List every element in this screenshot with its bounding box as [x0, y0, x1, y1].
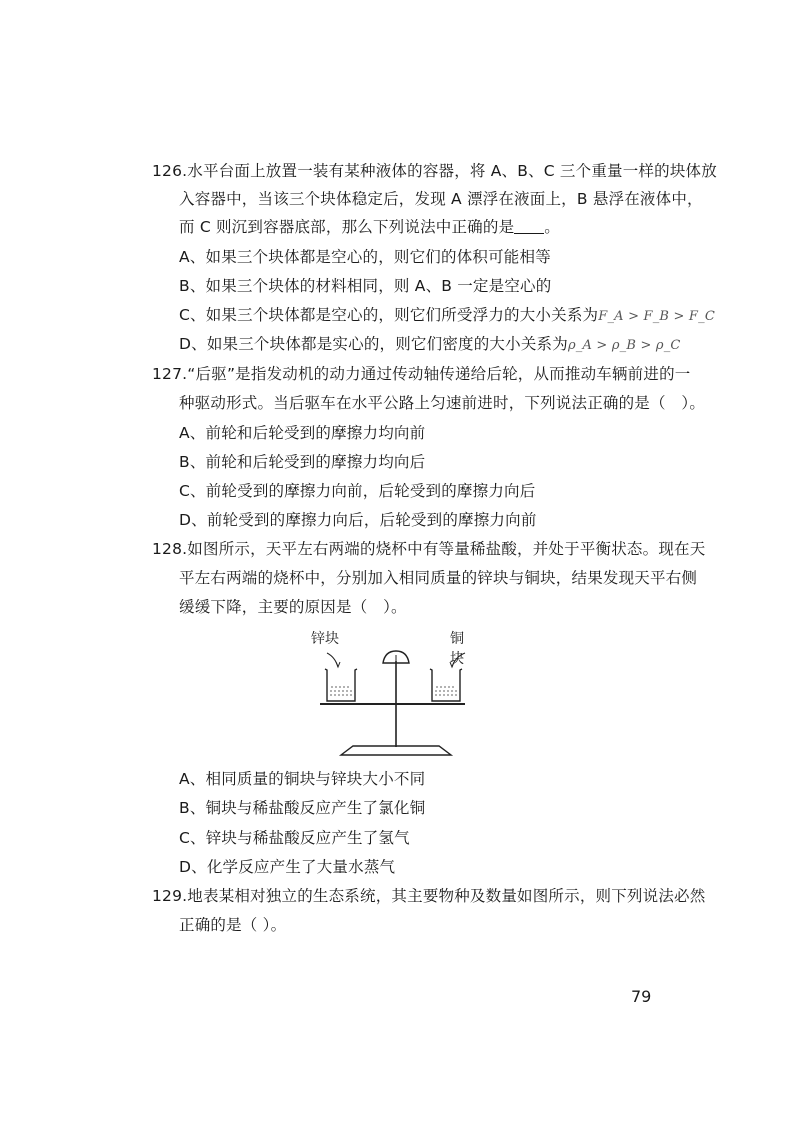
q128-line3: 缓缓下降，主要的原因是（ ）。	[179, 598, 407, 616]
q129-line1: 129.地表某相对独立的生态系统，其主要物种及数量如图所示，则下列说法必然	[152, 887, 706, 905]
answer-blank	[514, 219, 544, 234]
balance-drawing	[305, 625, 475, 760]
q127-line1: 127.“后驱”是指发动机的动力通过传动轴传递给后轮，从而推动车辆前进的一	[152, 365, 691, 383]
q126-option-c-text: C、如果三个块体都是空心的，则它们所受浮力的大小关系为	[179, 306, 599, 324]
q126-option-a: A、如果三个块体都是空心的，则它们的体积可能相等	[179, 248, 551, 266]
q126-line3	[179, 216, 560, 238]
q126-option-c-math: F_A > F_B > F_C	[598, 309, 715, 324]
copper-label: 铜块	[450, 631, 464, 667]
q126-line3-text: 而 C 则沉到容器底部，那么下列说法中正确的是	[179, 218, 515, 236]
q126-line2: 入容器中，当该三个块体稳定后，发现 A 漂浮在液面上，B 悬浮在液体中，	[179, 190, 703, 208]
q128-option-b: B、铜块与稀盐酸反应产生了氯化铜	[179, 799, 426, 817]
q128-option-a: A、相同质量的铜块与锌块大小不同	[179, 770, 426, 788]
q126-option-d-text: D、如果三个块体都是实心的，则它们密度的大小关系为	[179, 335, 568, 353]
q126-option-d	[179, 333, 681, 357]
q127-option-b: B、前轮和后轮受到的摩擦力均向后	[179, 453, 426, 471]
q128-option-c: C、锌块与稀盐酸反应产生了氢气	[179, 829, 410, 847]
q127-option-a: A、前轮和后轮受到的摩擦力均向前	[179, 424, 426, 442]
q126-option-c	[179, 304, 715, 328]
balance-figure	[305, 625, 475, 760]
q126-line3-end: 。	[544, 218, 560, 236]
q127-option-d: D、前轮受到的摩擦力向后，后轮受到的摩擦力向前	[179, 511, 537, 529]
q128-option-d: D、化学反应产生了大量水蒸气	[179, 858, 396, 876]
zinc-label: 锌块	[311, 631, 339, 647]
right-beaker	[430, 669, 462, 701]
q127-option-c: C、前轮受到的摩擦力向前，后轮受到的摩擦力向后	[179, 482, 536, 500]
q126-option-d-math: ρ_A > ρ_B > ρ_C	[567, 338, 681, 353]
q126-line1: 126.水平台面上放置一装有某种液体的容器，将 A、B、C 三个重量一样的块体放	[152, 162, 717, 180]
q127-line2: 种驱动形式。当后驱车在水平公路上匀速前进时，下列说法正确的是（ ）。	[179, 394, 706, 412]
q128-line1: 128.如图所示，天平左右两端的烧杯中有等量稀盐酸，并处于平衡状态。现在天	[152, 540, 706, 558]
q126-option-b: B、如果三个块体的材料相同，则 A、B 一定是空心的	[179, 277, 552, 295]
q128-line2: 平左右两端的烧杯中，分别加入相同质量的锌块与铜块，结果发现天平右侧	[179, 569, 698, 587]
q129-line2: 正确的是（ ）。	[179, 916, 287, 934]
page-number: 79	[631, 987, 652, 1006]
left-beaker	[325, 669, 357, 701]
balance-base	[341, 746, 451, 755]
